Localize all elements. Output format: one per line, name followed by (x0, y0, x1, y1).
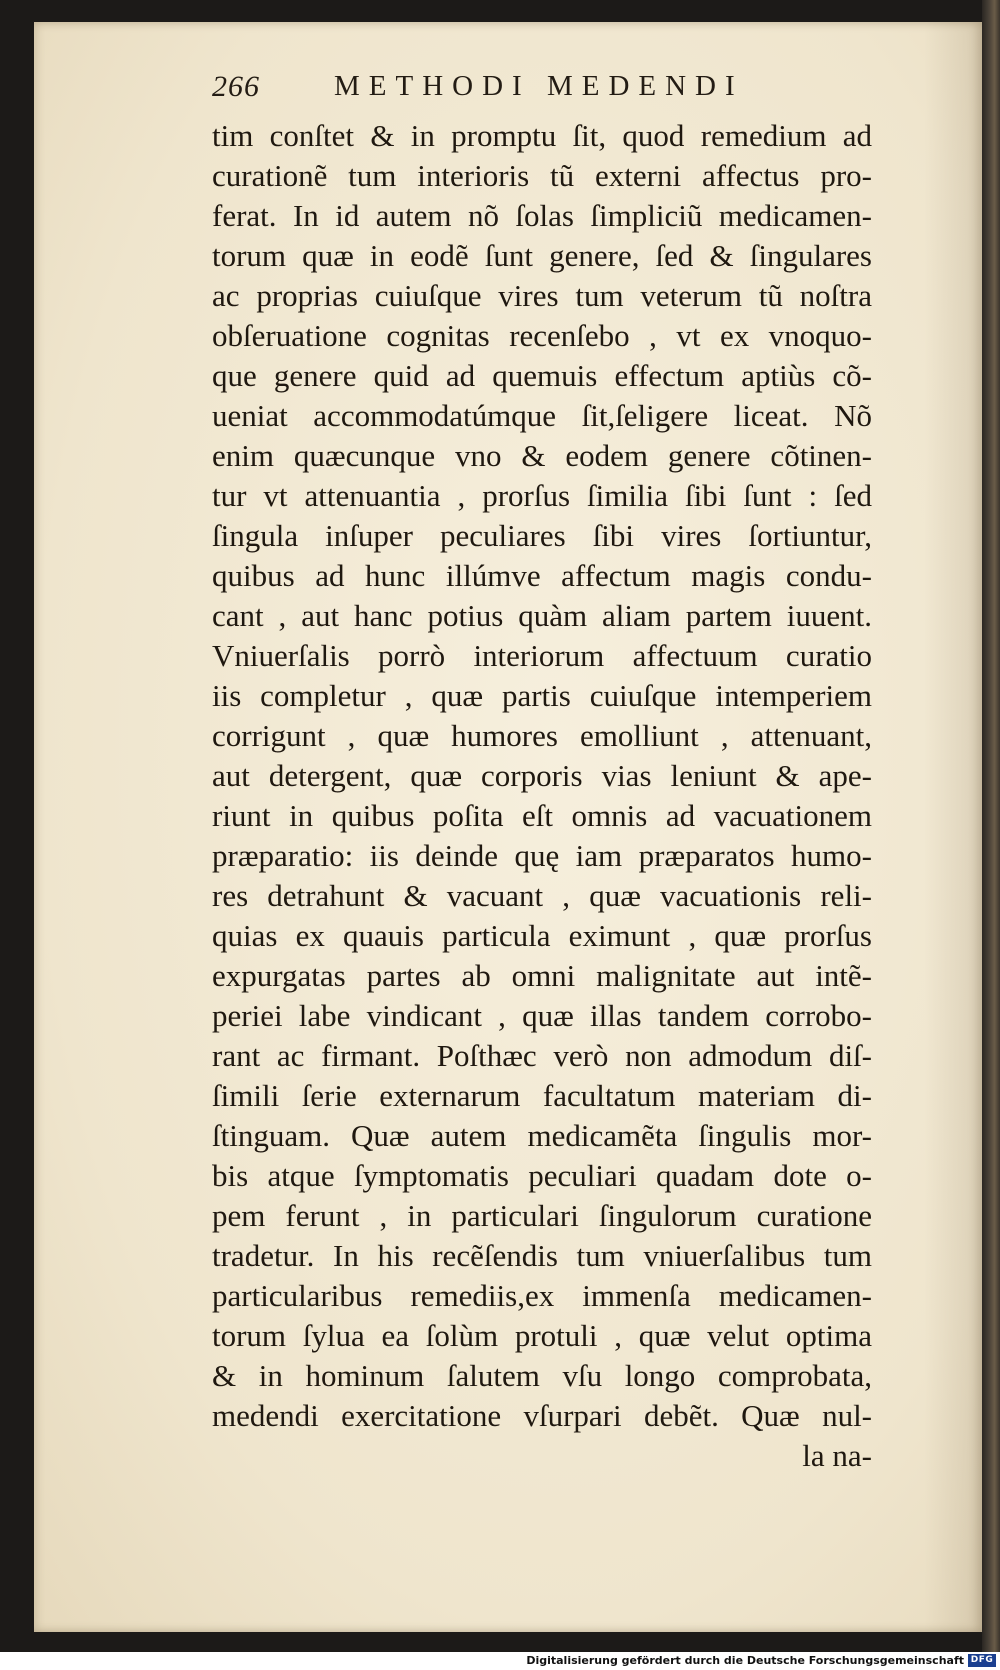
text-line: cant , aut hanc potius quàm aliam partem iuuent. (212, 598, 872, 633)
text-line: aut detergent, quæ corporis vias leniunt & ape- (212, 758, 872, 793)
catchword: la na- (802, 1438, 872, 1473)
text-line: ac proprias cuiuſque vires tum veterum tũ noſtra (212, 278, 872, 313)
book-edge (982, 0, 1000, 1652)
text-line: enim quæcunque vno & eodem genere cõtinen- (212, 438, 872, 473)
text-line: res detrahunt & vacuant , quæ vacuationis reli- (212, 878, 872, 913)
text-line: & in hominum ſalutem vſu longo comprobata, (212, 1358, 872, 1393)
text-line: ferat. In id autem nõ ſolas ſimpliciũ medicamen- (212, 198, 872, 233)
footer-credit-bar (0, 1652, 1000, 1670)
page-curl-shadow (924, 22, 984, 1632)
running-head (212, 66, 872, 114)
text-line: curationẽ tum interioris tũ externi affectus pro- (212, 158, 872, 193)
text-line: ſtinguam. Quæ autem medicamẽta ſingulis mor- (212, 1118, 872, 1153)
running-title: METHODI MEDENDI (334, 70, 744, 102)
text-line: pem ferunt , in particulari ſingulorum curatione (212, 1198, 872, 1233)
text-line: bis atque ſymptomatis peculiari quadam dote o- (212, 1158, 872, 1193)
text-line: periei labe vindicant , quæ illas tandem corrobo- (212, 998, 872, 1033)
text-line: tradetur. In his recẽſendis tum vniuerſalibus tum (212, 1238, 872, 1273)
text-line: expurgatas partes ab omni malignitate aut intẽ- (212, 958, 872, 993)
funding-credit: Digitalisierung gefördert durch die Deutsche Forschungsgemeinschaft (526, 1654, 964, 1667)
text-line: corrigunt , quæ humores emolliunt , attenuant, (212, 718, 872, 753)
text-line: rant ac firmant. Poſthæc verò non admodum diſ- (212, 1038, 872, 1073)
text-line: Vniuerſalis porrò interiorum affectuum curatio (212, 638, 872, 673)
text-line: medendi exercitatione vſurpari debẽt. Quæ nul- (212, 1398, 872, 1433)
body-text (212, 116, 872, 1476)
text-line: torum ſylua ea ſolùm protuli , quæ velut optima (212, 1318, 872, 1353)
text-line: ſingula inſuper peculiares ſibi vires ſortiuntur, (212, 518, 872, 553)
text-line: que genere quid ad quemuis effectum aptiùs cõ- (212, 358, 872, 393)
text-line: quibus ad hunc illúmve affectum magis condu- (212, 558, 872, 593)
text-line: quias ex quauis particula eximunt , quæ prorſus (212, 918, 872, 953)
text-line: ueniat accommodatúmque ſit,ſeligere liceat. Nõ (212, 398, 872, 433)
text-line: tur vt attenuantia , prorſus ſimilia ſibi ſunt : ſed (212, 478, 872, 513)
text-line: iis completur , quæ partis cuiuſque intemperiem (212, 678, 872, 713)
text-line: torum quæ in eodẽ ſunt genere, ſed & ſingulares (212, 238, 872, 273)
text-line: præparatio: iis deinde quę iam præparatos humo- (212, 838, 872, 873)
dfg-logo: DFG (968, 1654, 996, 1667)
text-line: particularibus remediis,ex immenſa medicamen- (212, 1278, 872, 1313)
text-line: obſeruatione cognitas recenſebo , vt ex vnoquo- (212, 318, 872, 353)
page-number: 266 (212, 70, 260, 103)
text-line: ſimili ſerie externarum facultatum materiam di- (212, 1078, 872, 1113)
text-line: tim conſtet & in promptu ſit, quod remedium ad (212, 118, 872, 153)
text-line: riunt in quibus poſita eſt omnis ad vacuationem (212, 798, 872, 833)
